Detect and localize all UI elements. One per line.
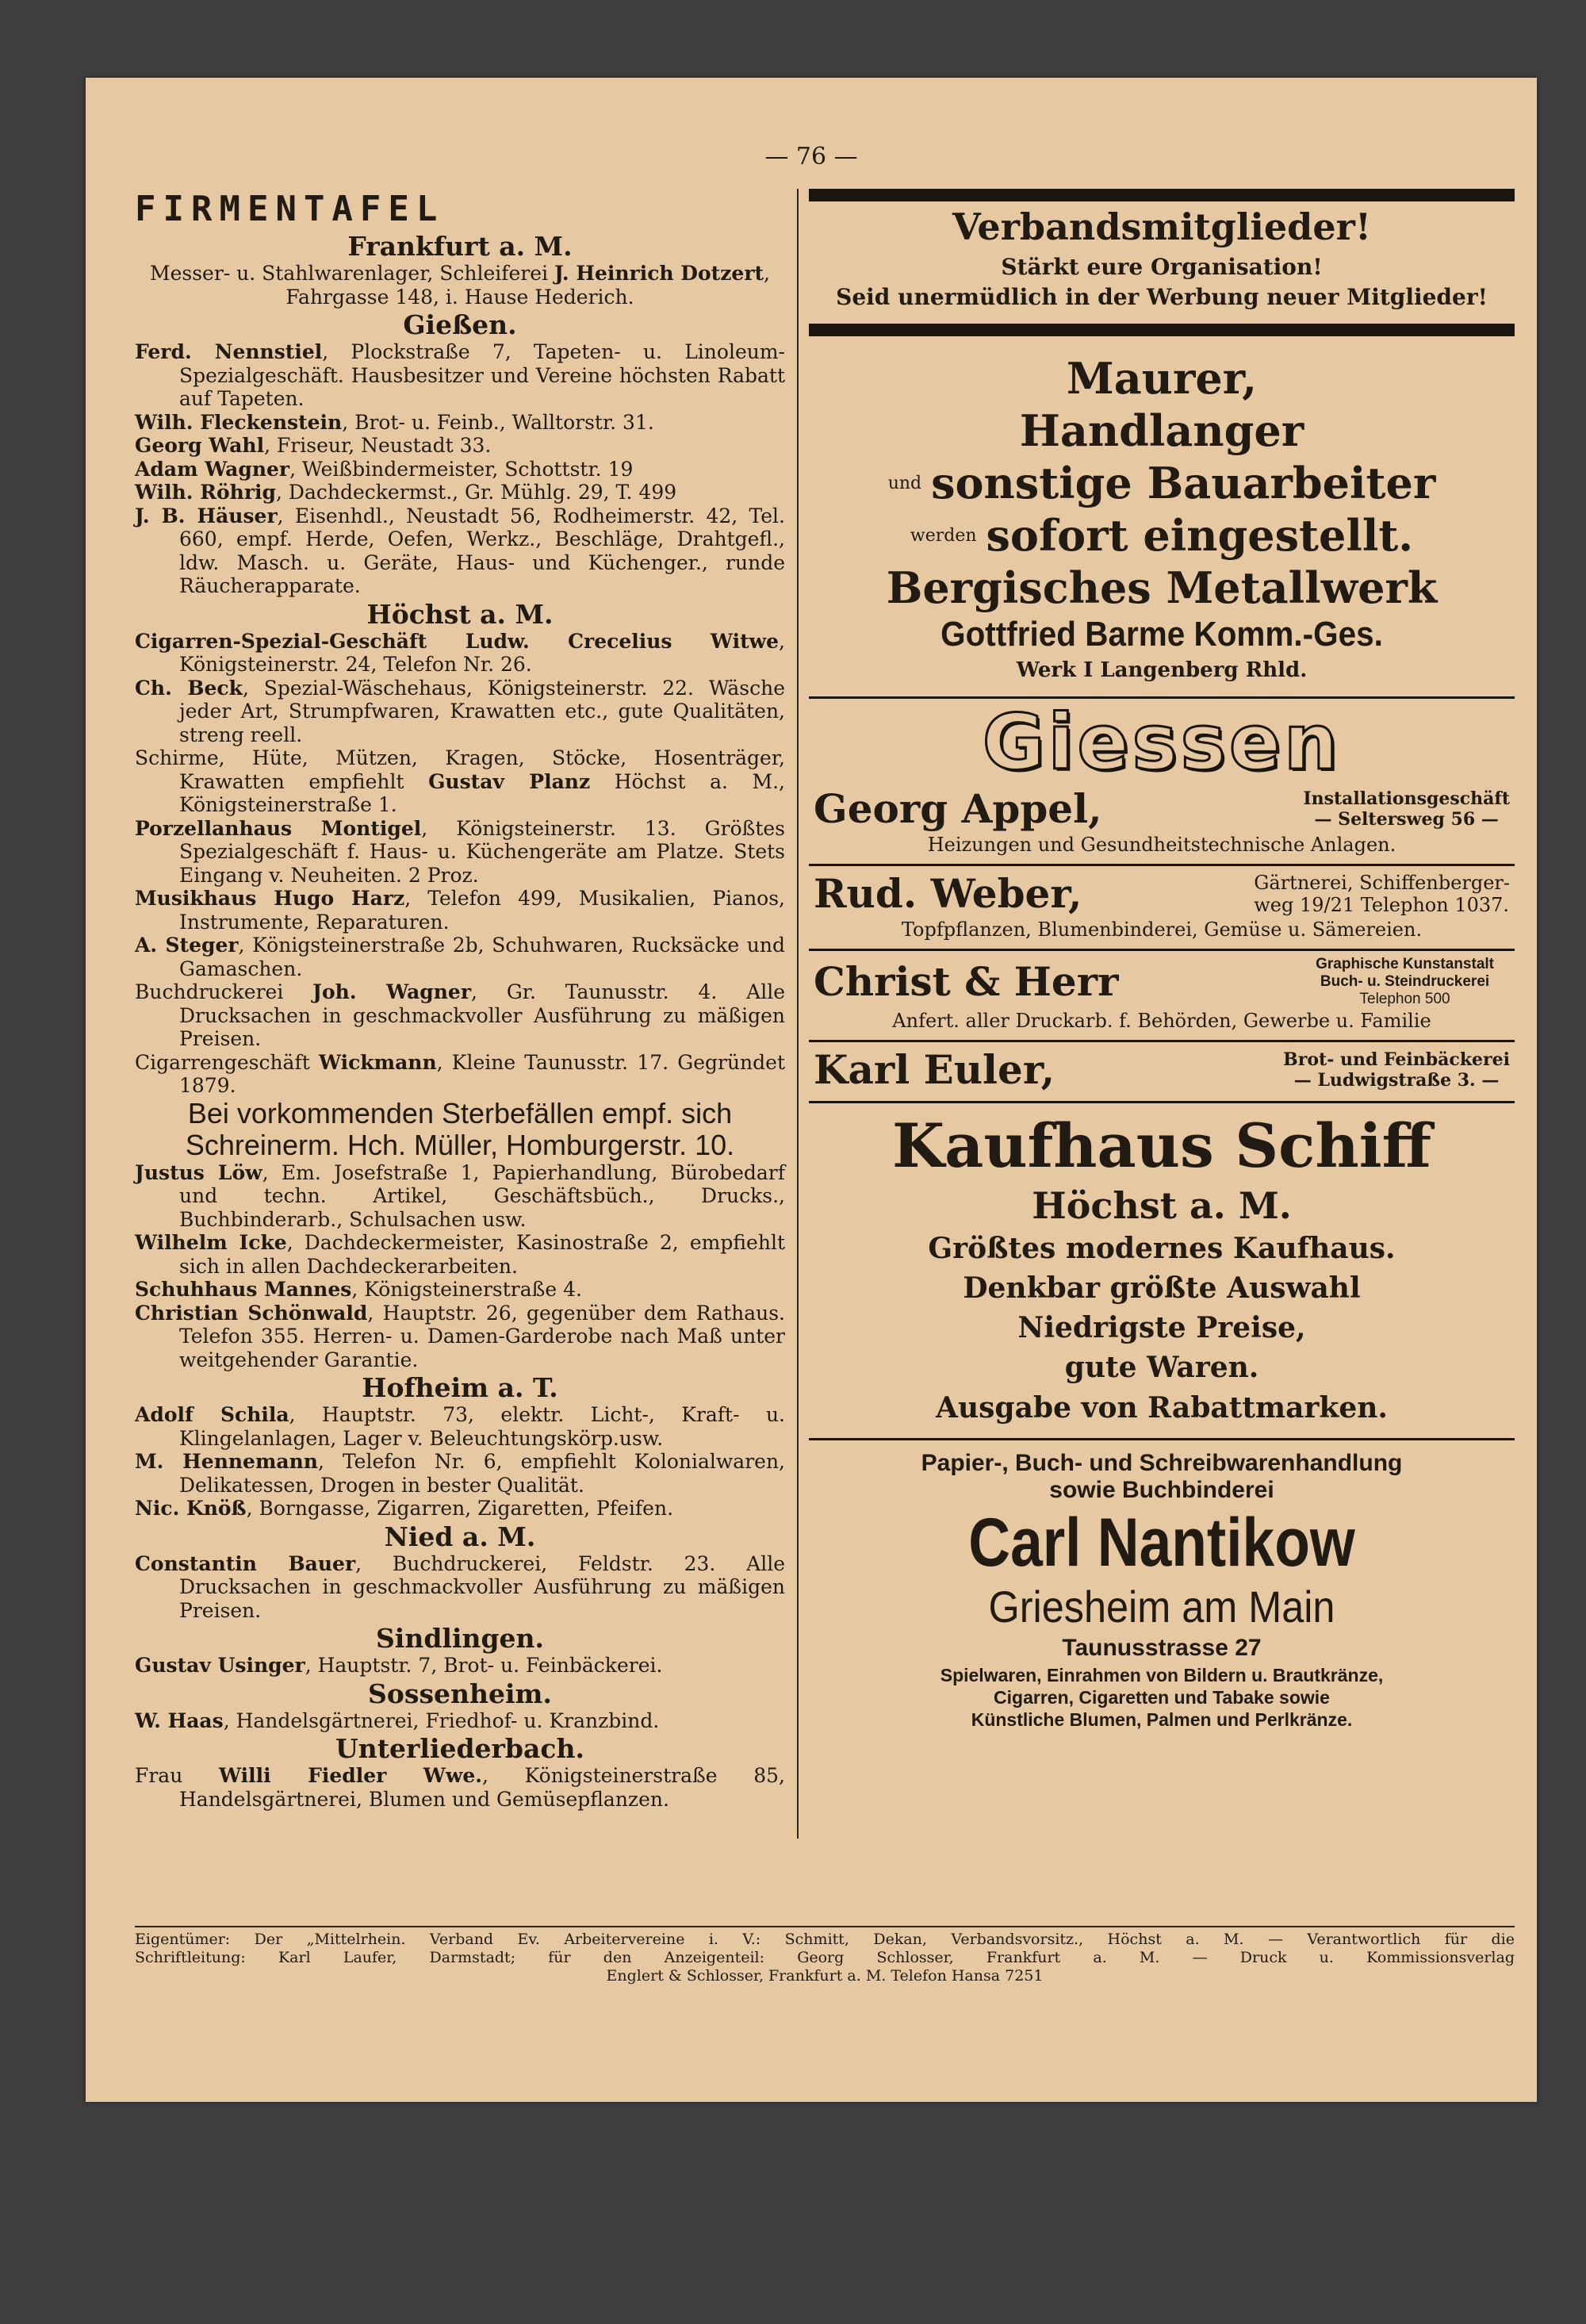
listing-entry: Georg Wahl, Friseur, Neustadt 33. [135, 434, 492, 457]
listing-entry: Porzellanhaus Montigel, Königsteinerstr. 13. Größtes Spezialgeschäft f. Haus- u. Küchengeräte am Platze. Stets Eingang v. Neuheiten. 2 Proz. [135, 816, 785, 887]
weber-ad [809, 866, 1515, 942]
christ-name: Christ & Herr [814, 958, 1119, 1005]
listing-entry: Adolf Schila, Hauptstr. 73, elektr. Licht-, Kraft- u. Klingelanlagen, Lager v. Beleuchtungskörp.usw. [135, 1403, 785, 1450]
giessen-heading: Giessen [982, 698, 1342, 787]
city-heading-giessen: Gießen. [403, 309, 517, 340]
appel-row [814, 786, 1510, 832]
thin-rule [809, 1101, 1515, 1103]
newspaper-page [86, 78, 1537, 2102]
listing-entry: Ch. Beck, Spezial-Wäschehaus, Königsteinerstr. 22. Wäsche jeder Art, Strumpfwaren, Krawatten etc., gute Qualitäten, streng reell. [135, 676, 785, 746]
listing-entry: Wilh. Fleckenstein, Brot- u. Feinb., Walltorstr. 31. [135, 410, 654, 434]
weber-detail: Gärtnerei, Schiffenberger- [1254, 872, 1510, 894]
appel-detail: Installationsgeschäft [1303, 788, 1510, 809]
firmentafel-column [135, 189, 785, 1811]
listing-entry: Messer- u. Stahlwarenlager, Schleiferei J. Heinrich Dotzert, Fahrgasse 148, i. Hause Hederich. [149, 262, 770, 309]
listing-entry: Gustav Usinger, Hauptstr. 7, Brot- u. Feinbäckerei. [135, 1654, 663, 1677]
listing-entry: Wilh. Röhrig, Dachdeckermst., Gr. Mühlg. 29, T. 499 [135, 481, 677, 504]
euler-detail: Brot- und Feinbäckerei [1283, 1049, 1510, 1070]
barme-line: Handlanger [1019, 405, 1304, 456]
imprint-line: Schriftleitung: Karl Laufer, Darmstadt; für den Anzeigenteil: Georg Schlosser, Frankfurt a. M. — Druck u. Kommissionsverlag [135, 1949, 1515, 1966]
schiff-line: Niedrigste Preise, [1017, 1311, 1306, 1344]
listing-entry-large: Bei vorkommenden Sterbefällen empf. sich [187, 1096, 733, 1129]
imprint-line: Englert & Schlosser, Frankfurt a. M. Telefon Hansa 7251 [606, 1967, 1044, 1985]
listing-entry: M. Hennemann, Telefon Nr. 6, empfiehlt Kolonialwaren, Delikatessen, Drogen in bester Qualität. [135, 1450, 785, 1497]
listing-entry: Schuhhaus Mannes, Königsteinerstraße 4. [135, 1278, 582, 1301]
appel-ad [809, 786, 1515, 857]
verband-line: Stärkt eure Organisation! [1001, 254, 1323, 280]
city-heading-sossenheim: Sossenheim. [368, 1678, 552, 1709]
christ-row [814, 956, 1510, 1008]
listing-entry: Buchdruckerei Joh. Wagner, Gr. Taunusstr. 4. Alle Drucksachen in geschmackvoller Ausführung zu mäßigen Preisen. [135, 980, 785, 1050]
verband-line: Seid unermüdlich in der Werbung neuer Mitglieder! [836, 284, 1488, 310]
nantikow-line: sowie Buchbinderei [1049, 1477, 1274, 1503]
city-heading-sindlingen: Sindlingen. [375, 1623, 545, 1654]
city-heading-hofheim: Hofheim a. T. [362, 1372, 558, 1403]
christ-detail: Telephon 500 [1359, 991, 1450, 1007]
listing-entry: Wilhelm Icke, Dachdeckermeister, Kasinostraße 2, empfiehlt sich in allen Dachdeckerarbeiten. [135, 1231, 785, 1278]
nantikow-line: Spielwaren, Einrahmen von Bildern u. Brautkränze, [940, 1665, 1384, 1685]
barme-line: Maurer, [1066, 353, 1258, 404]
advertisements-column [809, 189, 1515, 1731]
christ-sub: Anfert. aller Druckarb. f. Behörden, Gewerbe u. Familie [892, 1010, 1431, 1032]
barme-line: sofort eingestellt. [986, 510, 1414, 561]
page-number: — 76 — [764, 143, 858, 171]
appel-name: Georg Appel, [814, 785, 1102, 832]
imprint-line: Eigentümer: Der „Mittelrhein. Verband Ev. Arbeitervereine i. V.: Schmitt, Dekan, Verbandsvorsitz., Höchst a. M. — Verantwortlich für die [135, 1931, 1515, 1948]
nantikow-line: Cigarren, Cigaretten und Tabake sowie [994, 1687, 1330, 1708]
nantikow-line: Papier-, Buch- und Schreibwarenhandlung [921, 1450, 1403, 1476]
christ-detail: Graphische Kunstanstalt [1316, 956, 1494, 972]
schiff-line: Ausgabe von Rabattmarken. [936, 1391, 1388, 1425]
euler-row [814, 1047, 1510, 1093]
appel-details [1303, 788, 1510, 830]
euler-name: Karl Euler, [814, 1046, 1055, 1093]
heavy-rule [809, 189, 1515, 201]
barme-location: Werk I Langenberg Rhld. [1016, 658, 1308, 682]
column-divider [797, 189, 799, 1839]
appel-detail: — Seltersweg 56 — [1314, 809, 1499, 830]
listing-entry: Christian Schönwald, Hauptstr. 26, gegenüber dem Rathaus. Telefon 355. Herren- u. Damen-Garderobe nach Maß unter weitgehender Garantie. [135, 1301, 785, 1371]
weber-row [814, 871, 1510, 917]
verband-title: Verbandsmitglieder! [952, 205, 1372, 248]
barme-small-word: werden [910, 525, 977, 546]
listing-entry: Adam Wagner, Weißbindermeister, Schottstr. 19 [135, 457, 634, 481]
heavy-rule [809, 324, 1515, 336]
nantikow-ad [809, 1450, 1515, 1731]
listing-entry: Schirme, Hüte, Mützen, Kragen, Stöcke, Hosenträger, Krawatten empfiehlt Gustav Planz Höchst a. M., Königsteinerstraße 1. [135, 746, 785, 816]
euler-details [1283, 1049, 1510, 1091]
nantikow-city: Griesheim am Main [988, 1582, 1335, 1632]
listing-entry: Constantin Bauer, Buchdruckerei, Feldstr. 23. Alle Drucksachen in geschmackvoller Ausführung zu mäßigen Preisen. [135, 1551, 785, 1622]
barme-line: sonstige Bauarbeiter [931, 458, 1436, 508]
barme-firm: Gottfried Barme Komm.-Ges. [940, 615, 1383, 654]
nantikow-name: Carl Nantikow [968, 1505, 1355, 1581]
schiff-line: Größtes modernes Kaufhaus. [928, 1232, 1396, 1265]
city-heading-hoechst: Höchst a. M. [366, 598, 554, 630]
listing-entry: W. Haas, Handelsgärtnerei, Friedhof- u. Kranzbind. [135, 1708, 660, 1732]
christ-ad [809, 951, 1515, 1034]
schiff-line: Denkbar größte Auswahl [963, 1271, 1361, 1305]
barme-row [809, 457, 1515, 509]
christ-details [1316, 956, 1494, 1008]
listing-entry: Cigarren-Spezial-Geschäft Ludw. Crecelius Witwe, Königsteinerstr. 24, Telefon Nr. 26. [135, 629, 785, 676]
weber-detail: weg 19/21 Telephon 1037. [1254, 894, 1510, 916]
city-heading-unterliederbach: Unterliederbach. [335, 1733, 584, 1764]
weber-sub: Topfpflanzen, Blumenbinderei, Gemüse u. Sämereien. [901, 918, 1423, 941]
city-heading-nied: Nied a. M. [384, 1521, 536, 1552]
schiff-title: Kaufhaus Schiff [892, 1110, 1431, 1181]
nantikow-street: Taunusstrasse 27 [1062, 1635, 1262, 1661]
listing-entry: Justus Löw, Em. Josefstraße 1, Papierhandlung, Bürobedarf und techn. Artikel, Geschäftsbüch., Drucks., Buchbinderarb., Schulsachen usw. [135, 1160, 785, 1231]
thin-rule [809, 1438, 1515, 1440]
nantikow-line: Künstliche Blumen, Palmen und Perlkränze. [971, 1709, 1353, 1730]
listing-entry: Frau Willi Fiedler Wwe., Königsteinerstraße 85, Handelsgärtnerei, Blumen und Gemüsepflanzen. [135, 1764, 785, 1811]
verband-ad [809, 189, 1515, 336]
weber-name: Rud. Weber, [814, 870, 1082, 917]
schiff-line: gute Waren. [1064, 1351, 1259, 1384]
barme-company: Bergisches Metallwerk [886, 562, 1438, 613]
schiff-location: Höchst a. M. [1032, 1184, 1292, 1227]
firmentafel-title: FIRMENTAFEL [135, 189, 445, 229]
barme-small-word: und [887, 473, 922, 493]
imprint-footer [135, 1926, 1515, 1985]
listing-entry: Musikhaus Hugo Harz, Telefon 499, Musikalien, Pianos, Instrumente, Reparaturen. [135, 887, 785, 934]
weber-details [1254, 872, 1510, 916]
listing-entry: Cigarrengeschäft Wickmann, Kleine Taunusstr. 17. Gegründet 1879. [135, 1050, 785, 1097]
listing-entry: A. Steger, Königsteinerstraße 2b, Schuhwaren, Rucksäcke und Gamaschen. [135, 934, 786, 980]
listing-entry-large: Schreinerm. Hch. Müller, Homburgerstr. 10. [185, 1128, 735, 1161]
appel-sub: Heizungen und Gesundheitstechnische Anlagen. [927, 834, 1396, 856]
city-heading-frankfurt: Frankfurt a. M. [347, 231, 573, 262]
listing-entry: J. B. Häuser, Eisenhdl., Neustadt 56, Rodheimerstr. 42, Tel. 660, empf. Herde, Oefen, Werkz., Beschläge, Drahtgefl., ldw. Masch. u. Geräte, Haus- und Küchenger., runde Räucherapparate. [135, 504, 785, 597]
christ-detail: Buch- u. Steindruckerei [1320, 973, 1490, 990]
barme-ad [809, 352, 1515, 699]
listing-entry: Nic. Knöß, Borngasse, Zigarren, Zigaretten, Pfeifen. [135, 1497, 674, 1520]
euler-detail: — Ludwigstraße 3. — [1293, 1070, 1500, 1091]
euler-ad [809, 1042, 1515, 1093]
barme-row [809, 509, 1515, 562]
listing-entry: Ferd. Nennstiel, Plockstraße 7, Tapeten- u. Linoleum-Spezialgeschäft. Hausbesitzer und Vereine höchsten Rabatt auf Tapeten. [135, 340, 785, 410]
schiff-ad [809, 1110, 1515, 1429]
